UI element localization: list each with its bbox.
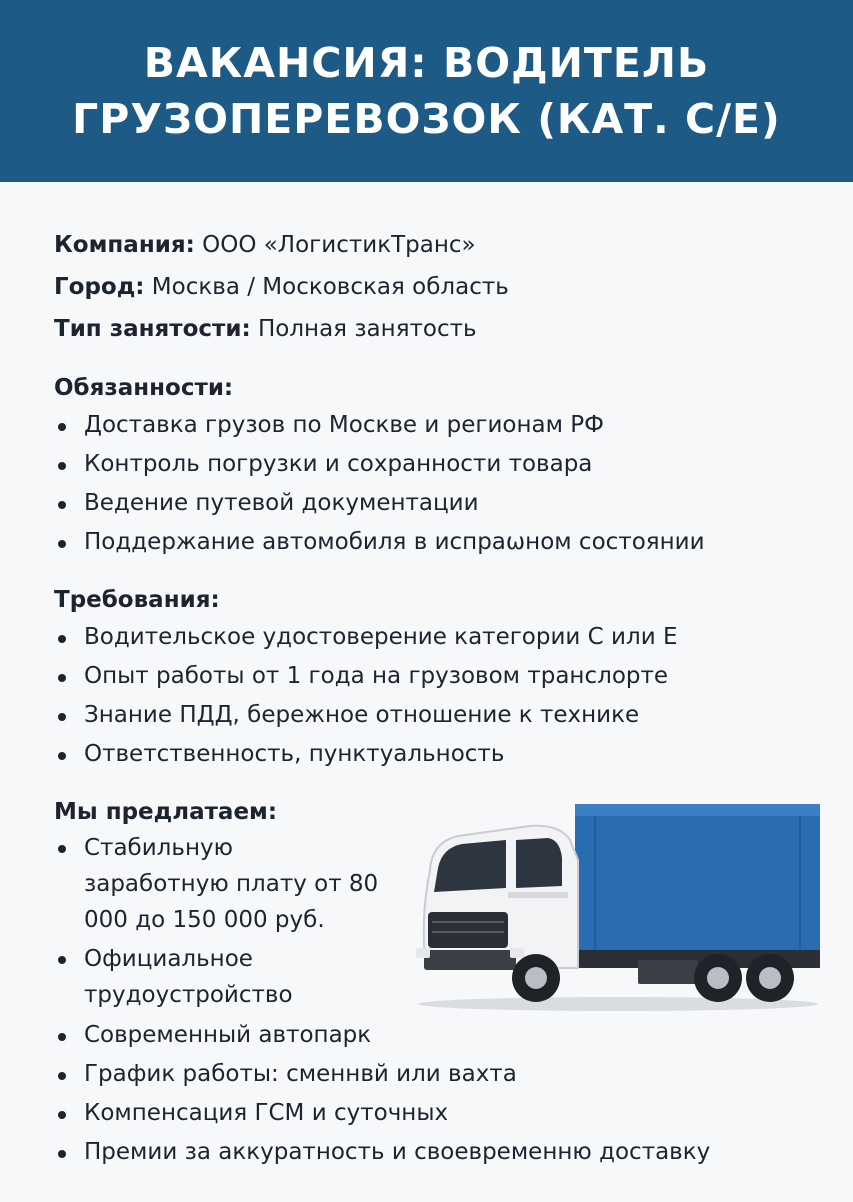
city-label: Город: [54,274,145,300]
page-title-line-1: ВАКАНСИЯ: ВОДИТЕЛЬ [143,39,710,87]
list-item: Современный автопарк [54,1016,834,1055]
list-item: Компенсация ГСМ и суточных [54,1094,834,1133]
requirements-list [54,618,834,774]
list-item: Стабильную заработную плату от 80 000 до 150 000 руб. [54,830,384,938]
list-item: Контроль погрузки и сохранности товара [54,445,834,484]
list-item: Ведение путевой документации [54,484,834,523]
employment-label: Тип занятости: [54,316,251,342]
truck-icon [410,800,826,1016]
vacancy-content [54,224,834,1172]
city-row [54,266,834,308]
employment-row [54,308,834,350]
header-banner [0,0,853,182]
duties-title: Обязанности: [54,375,234,401]
list-item: Ответственность, пунктуальность [54,735,834,774]
list-item: Опыт работы от 1 года на грузовом транслорте [54,657,834,696]
list-item: График работы: сменнвй или вахта [54,1055,834,1094]
offer-title: Мы предлатаем: [54,799,278,825]
list-item: Доставка грузов по Москве и регионам РФ [54,406,834,445]
list-item: Водительское удостоверение категории С или Е [54,618,834,657]
employment-value: Полная занятость [250,316,477,342]
company-label: Компания: [54,232,195,258]
list-item: Премии за аккуратность и своевременню доставку [54,1133,834,1172]
list-item: Знание ПДД, бережное отношение к технике [54,696,834,735]
city-value: Москва / Московская область [144,274,509,300]
duties-list [54,406,834,562]
requirements-title: Требования: [54,587,220,613]
list-item: Официальное трудоустройство [54,941,384,1013]
list-item: Поддержание автомобиля в испраωном состоянии [54,523,834,562]
company-row [54,224,834,266]
company-value: ООО «ЛогистикТранс» [194,232,476,258]
page-title-line-2: ГРУЗОПЕРЕВОЗОК (КАТ. С/Е) [72,95,781,143]
